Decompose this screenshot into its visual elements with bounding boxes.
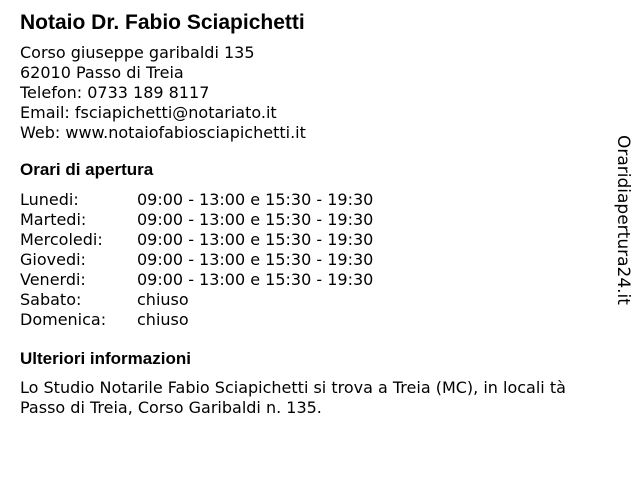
phone-number: Telefon: 0733 189 8117 [20,83,210,102]
hours-day-label: Venerdi: [20,270,86,289]
hours-row-friday [20,270,610,290]
hours-day-label: Sabato: [20,290,82,309]
hours-value: 09:00 - 13:00 e 15:30 - 19:30 [137,250,374,269]
hours-table [20,190,610,330]
hours-value: 09:00 - 13:00 e 15:30 - 19:30 [137,230,374,249]
hours-row-thursday [20,250,610,270]
address-city: 62010 Passo di Treia [20,63,184,82]
hours-day-label: Lunedi: [20,190,79,209]
website-address: Web: www.notaiofabiosciapichetti.it [20,123,306,142]
email-address: Email: fsciapichetti@notariato.it [20,103,277,122]
hours-heading: Orari di apertura [20,160,154,179]
business-card [20,10,610,418]
hours-day-label: Giovedi: [20,250,86,269]
hours-row-monday [20,190,610,210]
hours-row-sunday [20,310,610,330]
hours-row-tuesday [20,210,610,230]
business-name: Notaio Dr. Fabio Sciapichetti [20,11,305,34]
info-description: Lo Studio Notarile Fabio Sciapichetti si trova a Treia (MC), in locali tà Passo di Treia, Corso Garibaldi n. 135. [20,378,566,417]
hours-day-label: Martedi: [20,210,87,229]
hours-day-label: Mercoledi: [20,230,103,249]
hours-value: 09:00 - 13:00 e 15:30 - 19:30 [137,190,374,209]
contact-block [20,43,610,143]
info-heading: Ulteriori informazioni [20,349,191,368]
address-street: Corso giuseppe garibaldi 135 [20,43,255,62]
site-watermark: Oraridiapertura24.it [613,135,633,305]
hours-day-label: Domenica: [20,310,107,329]
hours-value: 09:00 - 13:00 e 15:30 - 19:30 [137,210,374,229]
hours-row-saturday [20,290,610,310]
hours-value: chiuso [137,310,189,329]
hours-value: 09:00 - 13:00 e 15:30 - 19:30 [137,270,374,289]
hours-value: chiuso [137,290,189,309]
hours-row-wednesday [20,230,610,250]
